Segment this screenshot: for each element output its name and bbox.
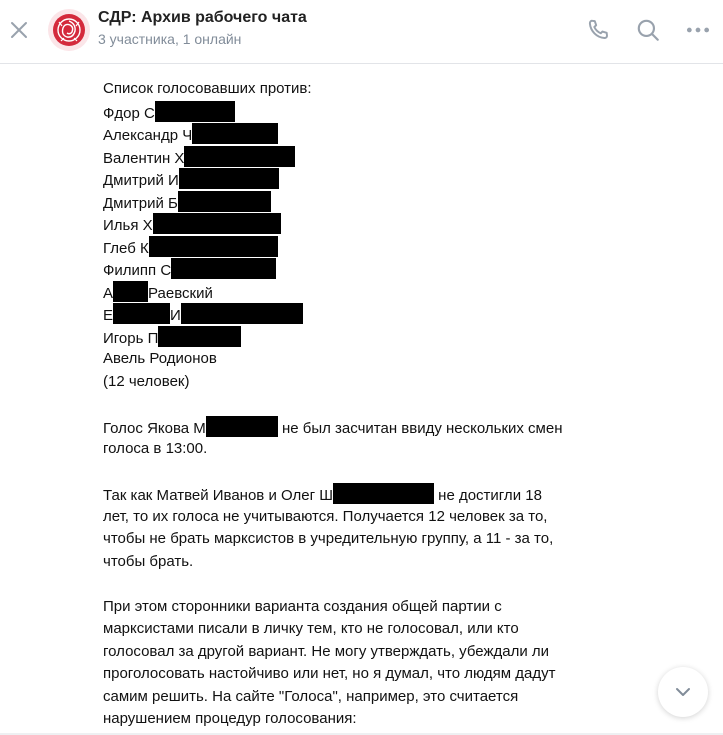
paragraph-line: чтобы брать. bbox=[103, 552, 194, 570]
paragraph-line bbox=[103, 416, 623, 439]
redaction-bar bbox=[155, 101, 235, 122]
redaction-bar bbox=[153, 213, 281, 234]
voter-name: А bbox=[103, 284, 114, 302]
paragraph-line: чтобы не брать марксистов в учредительную группу, а 11 - за то, bbox=[103, 530, 554, 547]
voter-name: Филипп С bbox=[103, 262, 172, 279]
chat-header bbox=[0, 0, 723, 64]
chevron-down-icon bbox=[673, 682, 693, 702]
paragraph-line: самим решить. На сайте "Голоса", например, это считается bbox=[103, 687, 519, 705]
paragraph-line: При этом сторонники варианта создания общей партии с bbox=[103, 597, 502, 615]
voter-name: Дмитрий Б bbox=[103, 194, 178, 212]
list-item bbox=[103, 281, 623, 304]
paragraph-line bbox=[103, 483, 623, 506]
paragraph-line: голосовал за другой вариант. Не могу утверждать, убеждали ли bbox=[103, 642, 550, 660]
redaction-bar bbox=[158, 326, 241, 347]
list-item bbox=[103, 236, 623, 259]
redaction-bar bbox=[192, 123, 278, 144]
list-item bbox=[103, 303, 623, 326]
text-fragment: не достигли 18 bbox=[438, 487, 542, 504]
redaction-bar bbox=[184, 146, 295, 167]
list-title: Список голосовавших против: bbox=[103, 80, 312, 97]
list-item bbox=[103, 123, 623, 146]
list-item bbox=[103, 168, 623, 191]
chat-title[interactable]: СДР: Архив рабочего чата bbox=[98, 9, 307, 26]
redaction-bar bbox=[179, 168, 279, 189]
text-fragment: Голос Якова М bbox=[103, 419, 206, 437]
message-text bbox=[103, 78, 623, 731]
redaction-bar bbox=[206, 416, 278, 437]
voter-name: Валентин Х bbox=[103, 149, 185, 167]
paragraph-line: лет, то их голоса не учитываются. Получается 12 человек за то, bbox=[103, 507, 548, 525]
redaction-bar bbox=[171, 258, 276, 279]
text-fragment: не был засчитан ввиду нескольких смен bbox=[281, 419, 563, 437]
redaction-bar bbox=[181, 303, 303, 324]
phone-icon bbox=[585, 17, 611, 43]
paragraph-line: проголосовать настойчиво или нет, но я думал, что людям дадут bbox=[103, 665, 556, 682]
paragraph-line: голоса в 13:00. bbox=[103, 440, 208, 457]
list-item bbox=[103, 326, 623, 349]
voter-name: Игорь П bbox=[103, 329, 159, 347]
list-item bbox=[103, 258, 623, 281]
chat-subtitle[interactable]: 3 участника, 1 онлайн bbox=[98, 31, 242, 47]
voter-name: Александр Ч bbox=[103, 127, 193, 144]
paragraph-line: марксистами писали в личку тем, кто не голосовал, или кто bbox=[103, 620, 519, 637]
close-button[interactable] bbox=[6, 17, 32, 43]
redaction-bar bbox=[333, 483, 434, 504]
list-item bbox=[103, 213, 623, 236]
list-item bbox=[103, 146, 623, 169]
redaction-bar bbox=[113, 281, 148, 302]
paragraph-line: нарушением процедур голосования: bbox=[103, 710, 357, 727]
voter-name: И bbox=[170, 307, 181, 324]
list-item bbox=[103, 101, 623, 124]
redaction-bar bbox=[178, 191, 271, 212]
list-item bbox=[103, 348, 623, 371]
voter-name: Е bbox=[103, 307, 114, 324]
rose-logo-icon bbox=[51, 12, 87, 48]
call-button[interactable] bbox=[584, 16, 612, 44]
voter-name: Илья Х bbox=[103, 217, 153, 234]
more-icon bbox=[685, 17, 711, 43]
more-button[interactable] bbox=[684, 16, 712, 44]
chat-avatar[interactable] bbox=[48, 9, 90, 51]
voter-name: Фдор С bbox=[103, 104, 155, 122]
close-icon bbox=[9, 20, 29, 40]
redaction-bar bbox=[113, 303, 170, 324]
list-item bbox=[103, 191, 623, 214]
text-fragment: Так как Матвей Иванов и Олег Ш bbox=[103, 487, 333, 504]
redaction-bar bbox=[149, 236, 278, 257]
voter-name: Глеб К bbox=[103, 239, 149, 257]
voter-name: Авель Родионов bbox=[103, 350, 217, 367]
scroll-down-button[interactable] bbox=[658, 667, 708, 717]
count-note: (12 человек) bbox=[103, 372, 190, 390]
voter-name: Дмитрий И bbox=[103, 172, 179, 189]
voter-name: Раевский bbox=[148, 284, 213, 302]
search-button[interactable] bbox=[634, 16, 662, 44]
search-icon bbox=[635, 17, 661, 43]
